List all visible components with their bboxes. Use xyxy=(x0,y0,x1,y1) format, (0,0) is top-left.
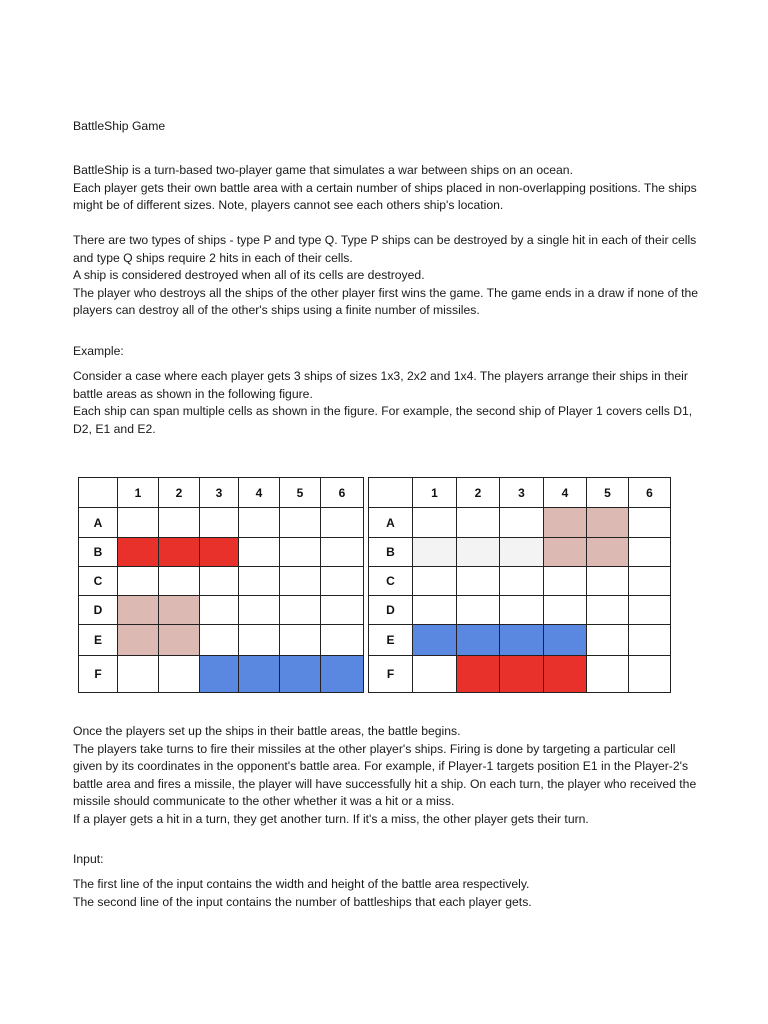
grid-cell-d4 xyxy=(544,596,587,625)
battle-line: battle area and fires a missile, the player will have successfully hit a ship. On each turn, the player who received the xyxy=(73,776,697,791)
grid-corner-cell xyxy=(79,478,118,508)
grid-row-label: D xyxy=(79,596,118,625)
grid-column-label: 6 xyxy=(321,478,364,508)
grid-row xyxy=(369,508,671,538)
grid-cell-c6 xyxy=(629,567,671,596)
grid-header-row xyxy=(79,478,364,508)
grid-cell-d1 xyxy=(118,596,159,625)
grid-cell-a1 xyxy=(413,508,457,538)
grid-corner-cell xyxy=(369,478,413,508)
grid-cell-d6 xyxy=(321,596,364,625)
grid-cell-f2 xyxy=(457,656,500,693)
grid-row xyxy=(369,625,671,656)
input-line: The first line of the input contains the width and height of the battle area respectively. xyxy=(73,877,530,891)
grid-cell-b3 xyxy=(200,538,239,567)
example-line: Consider a case where each player gets 3 ships of sizes 1x3, 2x2 and 1x4. The players arrange their ships in their xyxy=(73,369,688,383)
example-paragraph xyxy=(73,368,723,438)
input-line: The second line of the input contains the number of battleships that each player gets. xyxy=(73,894,532,909)
grid-row xyxy=(369,538,671,567)
grid-cell-f3 xyxy=(500,656,544,693)
rules-line: A ship is considered destroyed when all of its cells are destroyed. xyxy=(73,268,425,283)
example-line: Each ship can span multiple cells as shown in the figure. For example, the second ship of Player 1 covers cells D1, xyxy=(73,404,693,419)
grid-cell-f4 xyxy=(239,656,280,693)
grid-cell-f3 xyxy=(200,656,239,693)
grid-cell-a6 xyxy=(321,508,364,538)
grid-column-label: 2 xyxy=(457,478,500,508)
grid-cell-c6 xyxy=(321,567,364,596)
grid-cell-f1 xyxy=(413,656,457,693)
grid-cell-c4 xyxy=(544,567,587,596)
rules-line: players can destroy all of the other's ships using a finite number of missiles. xyxy=(73,303,480,318)
grid-cell-e3 xyxy=(200,625,239,656)
rules-paragraph xyxy=(73,232,723,320)
battle-paragraph xyxy=(73,723,723,829)
grid-row xyxy=(79,656,364,693)
battle-line: Once the players set up the ships in their battle areas, the battle begins. xyxy=(73,724,461,738)
grid-cell-e6 xyxy=(629,625,671,656)
grid-cell-c2 xyxy=(457,567,500,596)
grid-cell-e4 xyxy=(544,625,587,656)
grid-cell-c3 xyxy=(200,567,239,596)
grid-cell-d2 xyxy=(159,596,200,625)
grid-cell-f5 xyxy=(587,656,629,693)
battle-line: given by its coordinates in the opponent's battle area. For example, if Player-1 targets position E1 in the Player-2's xyxy=(73,759,689,774)
battle-line: If a player gets a hit in a turn, they get another turn. If it's a miss, the other player gets their turn. xyxy=(73,811,589,826)
intro-paragraph xyxy=(73,162,723,215)
grid-cell-e2 xyxy=(457,625,500,656)
grid-cell-c4 xyxy=(239,567,280,596)
grid-row-label: D xyxy=(369,596,413,625)
player1-battle-grid xyxy=(78,477,364,693)
example-heading: Example: xyxy=(73,344,124,358)
grid-cell-f2 xyxy=(159,656,200,693)
grid-cell-e1 xyxy=(118,625,159,656)
grid-cell-c5 xyxy=(587,567,629,596)
grid-cell-c1 xyxy=(118,567,159,596)
grid-row-label: A xyxy=(369,508,413,538)
grid-cell-a5 xyxy=(587,508,629,538)
grid-cell-b6 xyxy=(321,538,364,567)
grid-row xyxy=(79,538,364,567)
player2-battle-grid xyxy=(368,477,671,693)
grid-cell-b1 xyxy=(413,538,457,567)
grid-row xyxy=(79,508,364,538)
grid-row-label: C xyxy=(79,567,118,596)
grid-cell-b2 xyxy=(457,538,500,567)
grid-cell-e1 xyxy=(413,625,457,656)
battle-line: missile should communicate to the other whether it was a hit or a miss. xyxy=(73,794,455,809)
grid-cell-a2 xyxy=(159,508,200,538)
grid-cell-a5 xyxy=(280,508,321,538)
grid-cell-b3 xyxy=(500,538,544,567)
intro-line: Each player gets their own battle area with a certain number of ships placed in non-overlapping positions. The ships xyxy=(73,180,697,195)
grid-cell-e3 xyxy=(500,625,544,656)
grid-cell-a6 xyxy=(629,508,671,538)
grid-row xyxy=(79,596,364,625)
grid-cell-f1 xyxy=(118,656,159,693)
grid-cell-e2 xyxy=(159,625,200,656)
grid-cell-f4 xyxy=(544,656,587,693)
grid-cell-d4 xyxy=(239,596,280,625)
grid-cell-d5 xyxy=(280,596,321,625)
grid-cell-d6 xyxy=(629,596,671,625)
grid-column-label: 5 xyxy=(587,478,629,508)
example-line: battle areas as shown in the following figure. xyxy=(73,386,313,401)
grid-cell-a1 xyxy=(118,508,159,538)
grid-cell-f5 xyxy=(280,656,321,693)
grid-row-label: B xyxy=(79,538,118,567)
doc-title: BattleShip Game xyxy=(73,119,166,133)
grid-column-label: 3 xyxy=(500,478,544,508)
doc-title-block xyxy=(73,118,723,136)
grid-column-label: 4 xyxy=(239,478,280,508)
grid-column-label: 1 xyxy=(413,478,457,508)
grid-column-label: 5 xyxy=(280,478,321,508)
grid-cell-c2 xyxy=(159,567,200,596)
example-line: D2, E1 and E2. xyxy=(73,421,156,436)
grid-cell-f6 xyxy=(629,656,671,693)
intro-line: BattleShip is a turn-based two-player game that simulates a war between ships on an ocean. xyxy=(73,163,573,177)
input-paragraph xyxy=(73,876,723,911)
example-heading-block xyxy=(73,343,723,361)
grid-row xyxy=(369,567,671,596)
grid-cell-d5 xyxy=(587,596,629,625)
input-heading: Input: xyxy=(73,852,104,866)
grid-cell-c5 xyxy=(280,567,321,596)
grid-cell-a4 xyxy=(239,508,280,538)
grid-cell-d2 xyxy=(457,596,500,625)
grid-row-label: C xyxy=(369,567,413,596)
intro-line: might be of different sizes. Note, players cannot see each others ship's location. xyxy=(73,198,504,213)
grid-cell-b1 xyxy=(118,538,159,567)
grid-column-label: 3 xyxy=(200,478,239,508)
grid-cell-e4 xyxy=(239,625,280,656)
grid-row xyxy=(369,596,671,625)
grid-column-label: 4 xyxy=(544,478,587,508)
grid-cell-e6 xyxy=(321,625,364,656)
grid-cell-c3 xyxy=(500,567,544,596)
grid-column-label: 6 xyxy=(629,478,671,508)
grid-cell-d3 xyxy=(500,596,544,625)
grid-cell-b5 xyxy=(280,538,321,567)
battle-line: The players take turns to fire their missiles at the other player's ships. Firing is done by targeting a particular cell xyxy=(73,741,676,756)
grid-cell-a4 xyxy=(544,508,587,538)
grid-cell-d3 xyxy=(200,596,239,625)
grid-cell-d1 xyxy=(413,596,457,625)
grid-row-label: F xyxy=(369,656,413,693)
grid-cell-b5 xyxy=(587,538,629,567)
grid-column-label: 1 xyxy=(118,478,159,508)
rules-line: There are two types of ships - type P and type Q. Type P ships can be destroyed by a single hit in each of their cells xyxy=(73,233,697,247)
grid-header-row xyxy=(369,478,671,508)
rules-line: The player who destroys all the ships of the other player first wins the game. The game ends in a draw if none of the xyxy=(73,285,699,300)
grid-cell-a3 xyxy=(200,508,239,538)
grid-cell-b6 xyxy=(629,538,671,567)
grid-row xyxy=(79,567,364,596)
grid-cell-b4 xyxy=(239,538,280,567)
input-heading-block xyxy=(73,851,723,869)
grid-row-label: E xyxy=(369,625,413,656)
rules-line: and type Q ships require 2 hits in each of their cells. xyxy=(73,250,353,265)
grid-cell-e5 xyxy=(280,625,321,656)
grid-cell-f6 xyxy=(321,656,364,693)
grid-row xyxy=(79,625,364,656)
grid-cell-e5 xyxy=(587,625,629,656)
grid-cell-a2 xyxy=(457,508,500,538)
grid-row-label: E xyxy=(79,625,118,656)
grid-row xyxy=(369,656,671,693)
grid-column-label: 2 xyxy=(159,478,200,508)
grid-cell-a3 xyxy=(500,508,544,538)
grid-cell-b2 xyxy=(159,538,200,567)
grid-row-label: F xyxy=(79,656,118,693)
grid-cell-c1 xyxy=(413,567,457,596)
grid-cell-b4 xyxy=(544,538,587,567)
grid-row-label: A xyxy=(79,508,118,538)
grid-row-label: B xyxy=(369,538,413,567)
